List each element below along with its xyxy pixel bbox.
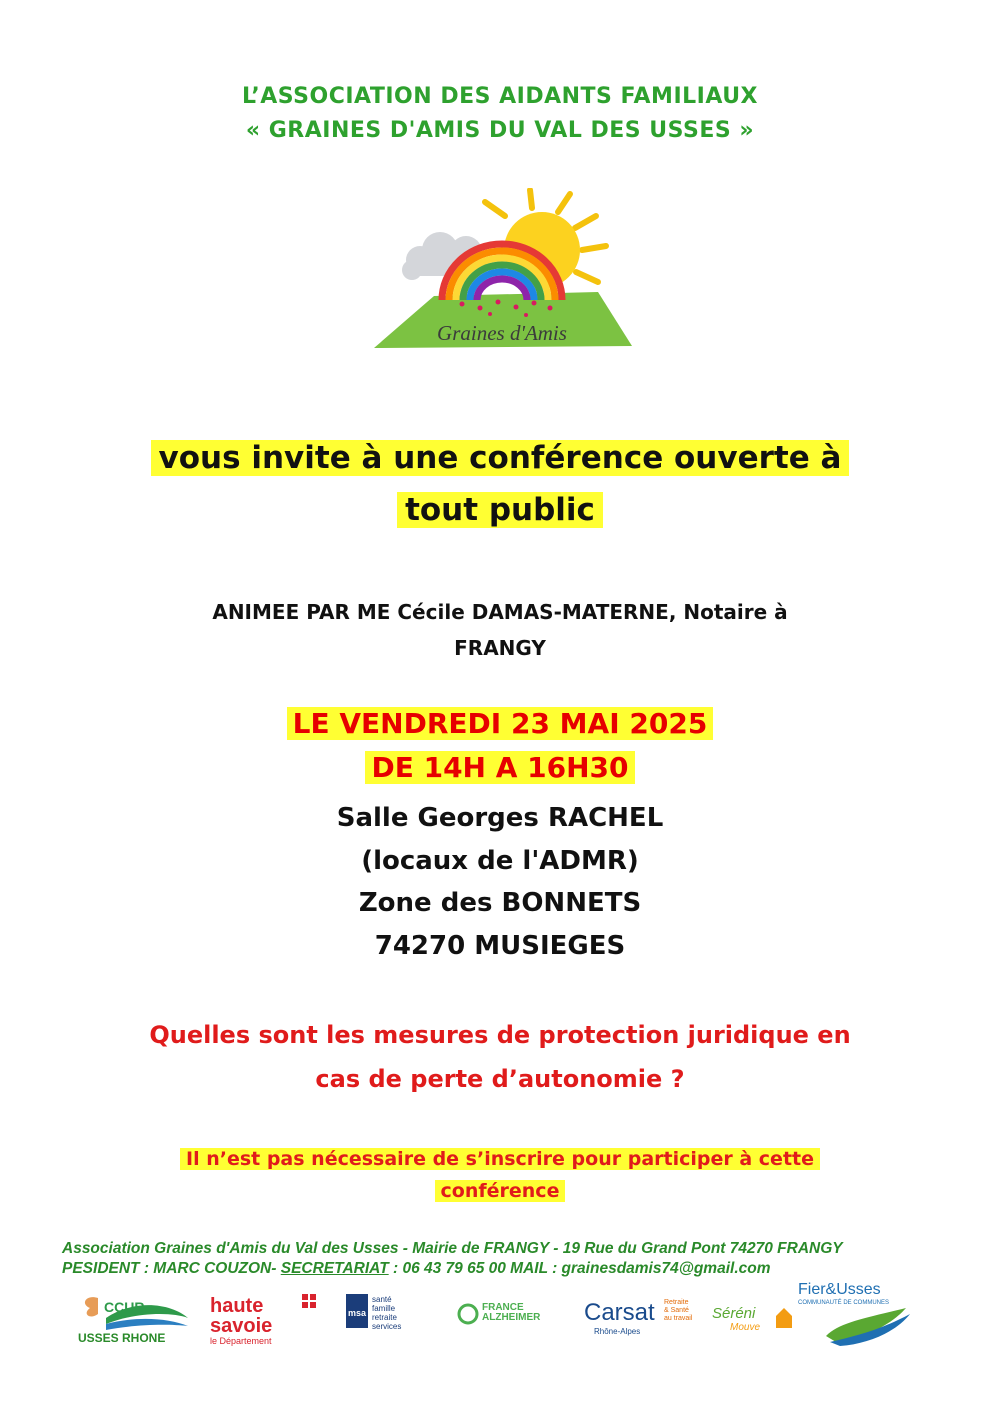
msa-mark: msa xyxy=(347,1308,367,1318)
sereni-line2: Mouve xyxy=(730,1322,761,1333)
ccur-logo xyxy=(76,1290,192,1346)
question-line-1: Quelles sont les mesures de protection juridique en xyxy=(149,1021,851,1049)
fier-usses-logo xyxy=(796,1278,920,1350)
invitation-line-1: vous invite à une conférence ouverte à xyxy=(151,440,850,476)
msa-line2: famille xyxy=(372,1304,396,1313)
carsat-name: Carsat xyxy=(584,1299,655,1326)
association-name: « GRAINES D'AMIS DU VAL DES USSES » xyxy=(245,118,755,143)
msa-line1: santé xyxy=(372,1295,392,1304)
footer-address: Association Graines d'Amis du Val des Usses - Mairie de FRANGY - 19 Rue du Grand Pont 74270 FRANGY xyxy=(62,1240,843,1257)
hs-line1: haute xyxy=(210,1295,264,1317)
carsat-tag3: au travail xyxy=(664,1315,693,1322)
note-line-2: conférence xyxy=(435,1180,566,1202)
ccur-top: CCUR xyxy=(104,1299,145,1315)
rainbow-sun-icon xyxy=(370,188,635,350)
ccur-bottom: USSES RHONE xyxy=(78,1331,166,1345)
msa-logo xyxy=(346,1290,436,1346)
event-datetime xyxy=(0,702,1000,790)
invitation-line-2: tout public xyxy=(397,492,603,528)
footer-phone-mail: : 06 43 79 65 00 MAIL : grainesdamis74@gmail.com xyxy=(388,1260,771,1277)
carsat-tag1: Retraite xyxy=(664,1299,689,1306)
logo-text: Graines d'Amis xyxy=(437,321,567,345)
haute-savoie-logo xyxy=(210,1290,320,1346)
france-alzheimer-logo xyxy=(456,1290,568,1346)
event-time: DE 14H A 16H30 xyxy=(365,751,634,784)
venue-note: (locaux de l'ADMR) xyxy=(361,845,639,876)
fa-line1: FRANCE xyxy=(482,1302,524,1313)
event-address xyxy=(0,797,1000,967)
msa-line3: retraite xyxy=(372,1313,397,1322)
event-date: LE VENDREDI 23 MAI 2025 xyxy=(287,707,714,740)
invitation-block xyxy=(0,432,1000,536)
hs-line3: le Département xyxy=(210,1336,272,1346)
hs-line2: savoie xyxy=(210,1315,273,1337)
carsat-region: Rhône-Alpes xyxy=(594,1327,641,1336)
footer-secretariat: SECRETARIAT xyxy=(280,1260,389,1277)
venue-zone: Zone des BONNETS xyxy=(358,888,642,918)
registration-note xyxy=(0,1143,1000,1207)
footer-president: PESIDENT : MARC COUZON- xyxy=(62,1260,277,1277)
speaker-block xyxy=(0,594,1000,666)
question-line-2: cas de perte d’autonomie ? xyxy=(315,1065,685,1093)
fa-line2: ALZHEIMER xyxy=(482,1312,541,1323)
venue-name: Salle Georges RACHEL xyxy=(336,803,664,833)
fier-usses-sub: COMMUNAUTÉ DE COMMUNES xyxy=(798,1300,889,1306)
conference-question xyxy=(0,1013,1000,1101)
speaker-line-1: ANIMEE PAR ME Cécile DAMAS-MATERNE, Notaire à xyxy=(212,600,788,624)
association-title: L’ASSOCIATION DES AIDANTS FAMILIAUX xyxy=(241,84,759,109)
carsat-tag2: & Santé xyxy=(664,1307,689,1314)
sereni-line1: Séréni xyxy=(712,1305,756,1322)
footer-contact xyxy=(62,1260,962,1278)
sereni-mouve-logo xyxy=(710,1290,794,1346)
speaker-line-2: FRANGY xyxy=(454,636,546,660)
note-line-1: Il n’est pas nécessaire de s’inscrire pour participer à cette xyxy=(180,1148,820,1170)
graines-damis-logo xyxy=(370,188,635,350)
venue-city: 74270 MUSIEGES xyxy=(374,930,626,961)
msa-line4: services xyxy=(372,1322,402,1331)
fier-usses-name: Fier&Usses xyxy=(798,1281,881,1298)
carsat-logo xyxy=(584,1290,700,1346)
